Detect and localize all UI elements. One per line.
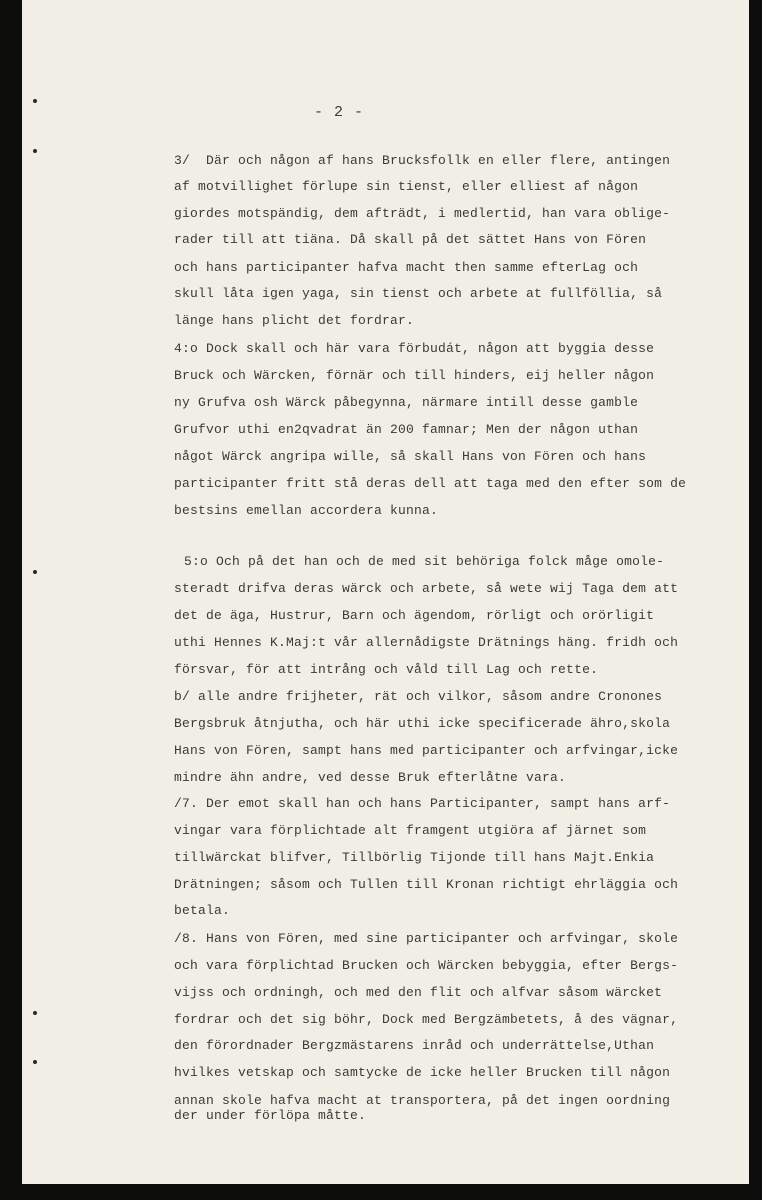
text-line: tillwärckat blifver, Tillbörlig Tijonde till hans Majt.Enkia <box>174 850 655 865</box>
text-line: Grufvor uthi en2qvadrat än 200 famnar; Men der någon uthan <box>174 422 639 437</box>
text-line: länge hans plicht det fordrar. <box>174 313 415 328</box>
text-line: skull låta igen yaga, sin tienst och arbete at fullföllia, så <box>174 286 663 301</box>
text-line: betala. <box>174 903 231 918</box>
text-line: 4:o Dock skall och här vara förbudát, någon att byggia desse <box>174 341 655 356</box>
text-line: rader till att tiäna. Då skall på det sättet Hans von Fören <box>174 232 647 247</box>
punch-hole-mark <box>33 1060 37 1064</box>
text-line: 5:o Och på det han och de med sit behöriga folck måge omole- <box>184 554 665 569</box>
text-line: ny Grufva osh Wärck påbegynna, närmare intill desse gamble <box>174 395 639 410</box>
text-line: bestsins emellan accordera kunna. <box>174 503 439 518</box>
text-line: participanter fritt stå deras dell att taga med den efter som de <box>174 476 687 491</box>
text-line: giordes motspändig, dem afträdt, i medlertid, han vara oblige- <box>174 206 671 221</box>
text-line: mindre ähn andre, ved desse Bruk efterlåtne vara. <box>174 770 567 785</box>
text-line: steradt drifva deras wärck och arbete, så wete wij Taga dem att <box>174 581 679 596</box>
text-line: fordrar och det sig böhr, Dock med Bergzämbetets, å des vägnar, <box>174 1012 679 1027</box>
text-line: der under förlöpa måtte. <box>174 1108 367 1123</box>
text-line: 3/ Där och någon af hans Brucksfollk en eller flere, antingen <box>174 153 671 168</box>
text-line: /8. Hans von Fören, med sine participanter och arfvingar, skole <box>174 931 679 946</box>
punch-hole-mark <box>33 99 37 103</box>
text-line: uthi Hennes K.Maj:t vår allernådigste Drätnings häng. fridh och <box>174 635 679 650</box>
page-number: - 2 - <box>314 104 365 121</box>
text-line: den förordnader Bergzmästarens inråd och underrättelse,Uthan <box>174 1038 655 1053</box>
text-line: och hans participanter hafva macht then samme efterLag och <box>174 260 639 275</box>
text-line: af motvillighet förlupe sin tienst, eller elliest af någon <box>174 179 639 194</box>
text-line: hvilkes vetskap och samtycke de icke heller Brucken till någon <box>174 1065 671 1080</box>
document-page <box>22 0 749 1184</box>
text-line: Drätningen; såsom och Tullen till Kronan richtigt ehrläggia och <box>174 877 679 892</box>
punch-hole-mark <box>33 570 37 574</box>
text-line: något Wärck angripa wille, så skall Hans von Fören och hans <box>174 449 647 464</box>
text-line: vijss och ordningh, och med den flit och alfvar såsom wärcket <box>174 985 663 1000</box>
text-line: /7. Der emot skall han och hans Participanter, sampt hans arf- <box>174 796 671 811</box>
text-line: annan skole hafva macht at transportera, på det ingen oordning <box>174 1093 671 1108</box>
punch-hole-mark <box>33 149 37 153</box>
text-line: Bruck och Wärcken, förnär och till hinders, eij heller någon <box>174 368 655 383</box>
text-line: försvar, för att intrång och våld till Lag och rette. <box>174 662 599 677</box>
text-line: b/ alle andre frijheter, rät och vilkor, såsom andre Cronones <box>174 689 663 704</box>
text-line: och vara förplichtad Brucken och Wärcken bebyggia, efter Bergs- <box>174 958 679 973</box>
text-line: vingar vara förplichtade alt framgent utgiöra af järnet som <box>174 823 647 838</box>
text-line: Hans von Fören, sampt hans med participanter och arfvingar,icke <box>174 743 679 758</box>
text-line: Bergsbruk åtnjutha, och här uthi icke specificerade ähro,skola <box>174 716 671 731</box>
text-line: det de äga, Hustrur, Barn och ägendom, rörligt och orörligit <box>174 608 655 623</box>
punch-hole-mark <box>33 1011 37 1015</box>
